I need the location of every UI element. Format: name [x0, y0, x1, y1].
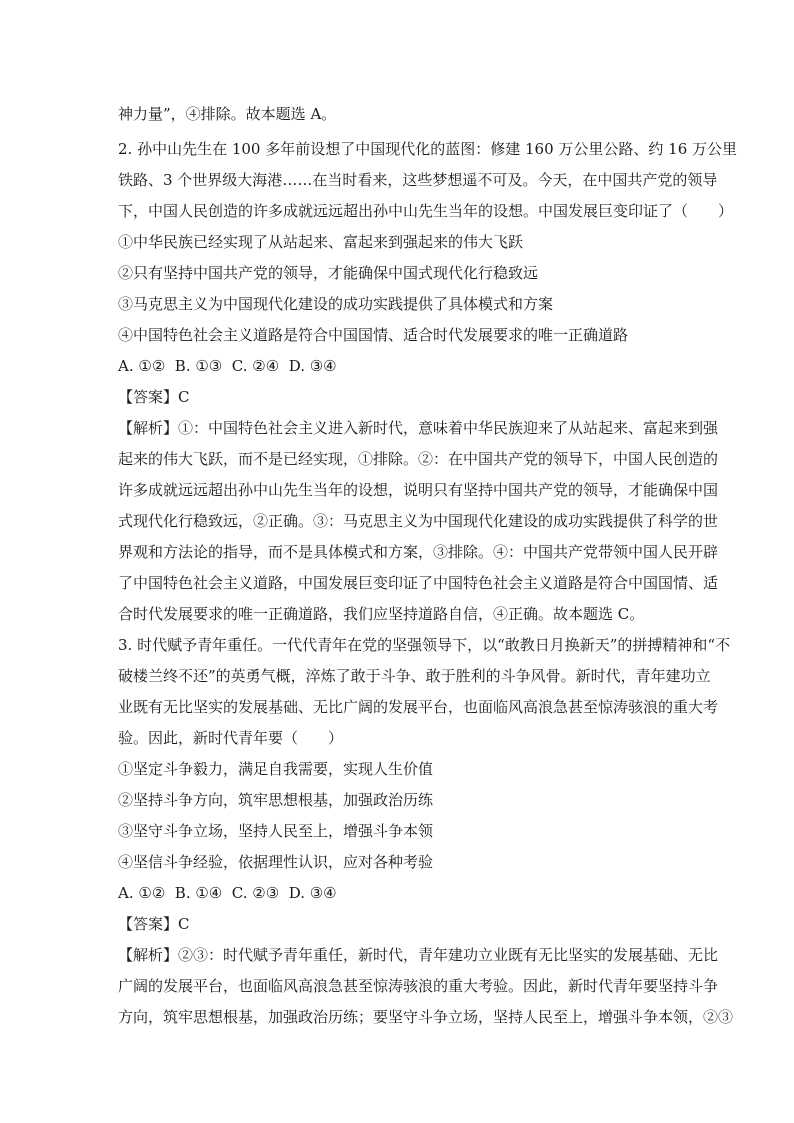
question-2-answer: 【答案】C — [118, 388, 190, 406]
question-2-option-4: ④中国特色社会主义道路是符合中国国情、适合时代发展要求的唯一正确道路 — [118, 326, 629, 344]
question-1-conclusion: 神力量”，④排除。故本题选 A。 — [118, 105, 337, 123]
question-2-analysis-line-7: 合时代发展要求的唯一正确道路，我们应坚持道路自信，④正确。故本题选 C。 — [118, 605, 645, 623]
question-2-option-2: ②只有坚持中国共产党的领导，才能确保中国式现代化行稳致远 — [118, 264, 539, 282]
question-3-choices: A. ①② B. ①④ C. ②③ D. ③④ — [118, 884, 337, 902]
question-2-stem-line-2: 铁路、3 个世界级大海港……在当时看来，这些梦想遥不可及。今天，在中国共产党的领导 — [118, 171, 718, 189]
question-2-analysis-line-1: 【解析】①：中国特色社会主义进入新时代，意味着中华民族迎来了从站起来、富起来到强 — [118, 419, 719, 437]
question-3-stem-line-1: 3. 时代赋予青年重任。一代代青年在党的坚强领导下，以“敢教日月换新天”的拼搏精神和“不 — [118, 636, 731, 654]
question-3-option-1: ①坚定斗争毅力，满足自我需要，实现人生价值 — [118, 760, 434, 778]
question-3-answer: 【答案】C — [118, 915, 190, 933]
question-2-analysis-line-6: 了中国特色社会主义道路，中国发展巨变印证了中国特色社会主义道路是符合中国国情、适 — [118, 574, 719, 592]
question-3-option-2: ②坚持斗争方向，筑牢思想根基，加强政治历练 — [118, 791, 434, 809]
question-3-option-3: ③坚守斗争立场，坚持人民至上，增强斗争本领 — [118, 822, 434, 840]
question-3-stem-line-2: 破楼兰终不还”的英勇气概，淬炼了敢于斗争、敢于胜利的斗争风骨。新时代，青年建功立 — [118, 667, 711, 685]
question-3-option-4: ④坚信斗争经验，依据理性认识，应对各种考验 — [118, 853, 434, 871]
question-3-stem-line-3: 业既有无比坚实的发展基础、无比广阔的发展平台，也面临风高浪急甚至惊涛骇浪的重大考 — [118, 698, 719, 716]
question-2-option-1: ①中华民族已经实现了从站起来、富起来到强起来的伟大飞跃 — [118, 233, 524, 251]
question-2-analysis-line-4: 式现代化行稳致远，②正确。③：马克思主义为中国现代化建设的成功实践提供了科学的世 — [118, 512, 719, 530]
question-2-stem-line-1: 2. 孙中山先生在 100 多年前设想了中国现代化的蓝图：修建 160 万公里公路、约 16 万公里 — [118, 140, 738, 158]
question-2-option-3: ③马克思主义为中国现代化建设的成功实践提供了具体模式和方案 — [118, 295, 554, 313]
question-3-analysis-line-3: 方向，筑牢思想根基，加强政治历练；要坚守斗争立场，坚持人民至上，增强斗争本领，②③ — [118, 1008, 734, 1026]
question-3-analysis-line-1: 【解析】②③：时代赋予青年重任，新时代，青年建功立业既有无比坚实的发展基础、无比 — [118, 946, 719, 964]
question-2-analysis-line-3: 许多成就远远超出孙中山先生当年的设想，说明只有坚持中国共产党的领导，才能确保中国 — [118, 481, 719, 499]
question-2-choices: A. ①② B. ①③ C. ②④ D. ③④ — [118, 357, 337, 375]
question-2-stem-line-3: 下，中国人民创造的许多成就远远超出孙中山先生当年的设想。中国发展巨变印证了（ ） — [118, 202, 734, 220]
question-3-stem-line-4: 验。因此，新时代青年要（ ） — [118, 729, 344, 747]
question-3-analysis-line-2: 广阔的发展平台，也面临风高浪急甚至惊涛骇浪的重大考验。因此，新时代青年要坚持斗争 — [118, 977, 719, 995]
question-2-analysis-line-2: 起来的伟大飞跃，而不是已经实现，①排除。②：在中国共产党的领导下，中国人民创造的 — [118, 450, 719, 468]
question-2-analysis-line-5: 界观和方法论的指导，而不是具体模式和方案，③排除。④：中国共产党带领中国人民开辟 — [118, 543, 719, 561]
